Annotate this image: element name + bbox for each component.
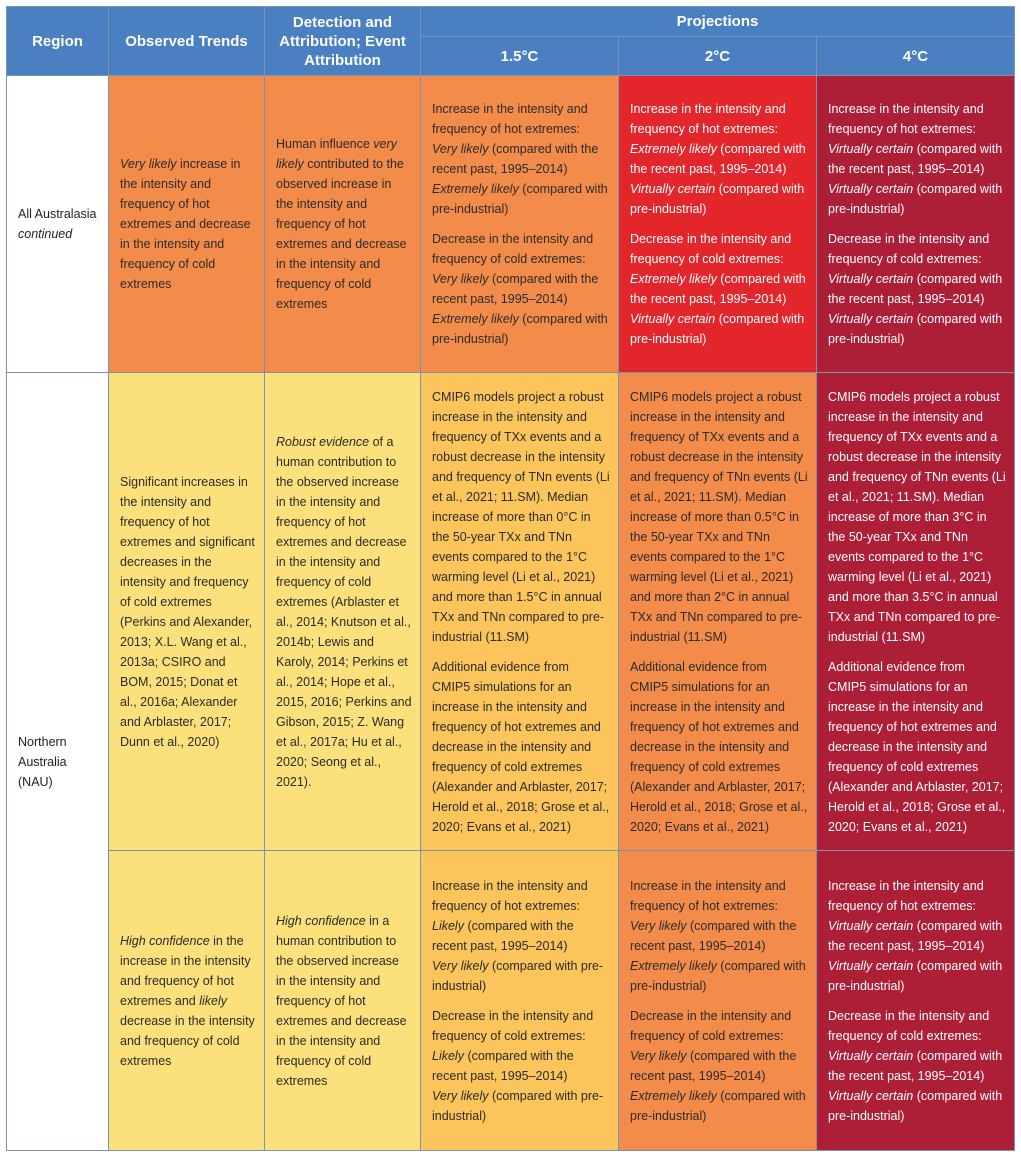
- confidence-term: Robust evidence: [276, 434, 370, 449]
- projection-4c-australasia: [817, 76, 1015, 373]
- detection-text: Human influence: [276, 137, 374, 151]
- hot-extremes-intro: Increase in the intensity and frequency of hot extremes:: [432, 102, 588, 136]
- cold-extremes-intro: Decrease in the intensity and frequency of cold extremes:: [630, 232, 792, 266]
- confidence-term: Virtually certain: [828, 272, 914, 286]
- comparison-text: (compared with pre-industrial): [432, 958, 604, 993]
- detection-nau-2: [265, 851, 421, 1151]
- projection-4c-nau-2: [817, 851, 1015, 1151]
- confidence-term: Virtually certain: [828, 142, 914, 156]
- confidence-term: Very likely: [432, 958, 489, 973]
- hot-extremes-intro: Increase in the intensity and frequency of hot extremes:: [432, 878, 588, 913]
- hot-extremes-intro: Increase in the intensity and frequency of hot extremes:: [630, 878, 786, 913]
- confidence-term: Virtually certain: [828, 312, 914, 326]
- cmip5-text: Additional evidence from CMIP5 simulations for an increase in the intensity and frequency of hot extremes and decrease in the intensity and frequency of cold extremes (Alexander and Arblaster, 2017; Herold et al., 2018; Grose et al., 2020; Evans et al., 2021): [630, 659, 808, 834]
- confidence-term: High confidence: [276, 913, 366, 928]
- region-northern-australia: [7, 373, 109, 1151]
- confidence-term: Extremely likely: [630, 1088, 717, 1103]
- confidence-term: Likely: [432, 918, 464, 933]
- comparison-text: (compared with pre-industrial): [432, 1088, 604, 1123]
- detection-australasia: [265, 76, 421, 373]
- confidence-term: High confidence: [120, 933, 210, 948]
- comparison-text: (compared with pre-industrial): [630, 958, 806, 993]
- comparison-text: (compared with pre-industrial): [432, 312, 608, 346]
- comparison-text: (compared with pre-industrial): [828, 958, 1003, 993]
- comparison-text: (compared with the recent past, 1995–2014): [828, 918, 1003, 953]
- projection-1-5c-nau-1: [421, 373, 619, 851]
- confidence-term: Likely: [432, 1048, 464, 1063]
- comparison-text: (compared with the recent past, 1995–2014): [630, 272, 806, 306]
- cold-extremes-intro: Decrease in the intensity and frequency of cold extremes:: [828, 232, 990, 266]
- confidence-term: Extremely likely: [630, 958, 717, 973]
- comparison-text: (compared with pre-industrial): [630, 1088, 806, 1123]
- region-name: Northern Australia (NAU): [18, 734, 67, 789]
- observed-text: Significant increases in the intensity and frequency of hot extremes and significant decreases in the intensity and frequency of cold extremes (Perkins and Alexander, 2013; X.L. Wang et al., 2013a; CSIRO and BOM, 2015; Donat et al., 2016a; Alexander and Arblaster, 2017; Dunn et al., 2020): [120, 474, 255, 749]
- cmip5-text: Additional evidence from CMIP5 simulations for an increase in the intensity and frequency of hot extremes and decrease in the intensity and frequency of cold extremes (Alexander and Arblaster, 2017; Herold et al., 2018; Grose et al., 2020; Evans et al., 2021): [432, 659, 610, 834]
- cmip6-text: CMIP6 models project a robust increase in the intensity and frequency of TXx events and a robust decrease in the intensity and frequency of TNn events (Li et al., 2021; 11.SM). Median increase of more than 3°C in the 50-year TXx and TNn events compared to the 1°C warming level (Li et al., 2021) and more than 3.5°C in annual TXx and TNn compared to pre-industrial (11.SM): [828, 389, 1006, 644]
- confidence-term: very likely: [276, 137, 397, 171]
- confidence-term: Virtually certain: [828, 1088, 914, 1103]
- hot-extremes-intro: Increase in the intensity and frequency of hot extremes:: [630, 102, 786, 136]
- comparison-text: (compared with pre-industrial): [630, 182, 805, 216]
- header-observed-trends: Observed Trends: [109, 7, 265, 76]
- climate-assessment-table: [6, 6, 1015, 1151]
- confidence-term: Very likely: [432, 142, 489, 156]
- projection-2c-australasia: [619, 76, 817, 373]
- cold-extremes-intro: Decrease in the intensity and frequency of cold extremes:: [630, 1008, 792, 1043]
- confidence-term: Virtually certain: [630, 312, 716, 326]
- comparison-text: (compared with the recent past, 1995–2014): [630, 1048, 797, 1083]
- comparison-text: (compared with the recent past, 1995–2014): [432, 142, 599, 176]
- header-4c: 4°C: [817, 37, 1015, 76]
- confidence-term: Extremely likely: [630, 272, 717, 286]
- detection-text: contributed to the observed increase in the intensity and frequency of hot extremes and decrease in the intensity and frequency of cold extremes: [276, 157, 407, 311]
- confidence-term: Extremely likely: [432, 312, 519, 326]
- observed-trends-nau-2: [109, 851, 265, 1151]
- confidence-term: Very likely: [630, 918, 687, 933]
- hot-extremes-intro: Increase in the intensity and frequency of hot extremes:: [828, 102, 984, 136]
- comparison-text: (compared with the recent past, 1995–2014): [828, 142, 1003, 176]
- confidence-term: Virtually certain: [828, 182, 914, 196]
- detection-text: in a human contribution to the observed increase in the intensity and frequency of hot extremes and decrease in the intensity and frequency of cold extremes: [276, 913, 407, 1088]
- comparison-text: (compared with pre-industrial): [828, 1088, 1003, 1123]
- projection-2c-nau-1: [619, 373, 817, 851]
- confidence-term: Very likely: [432, 272, 489, 286]
- confidence-term: likely: [199, 993, 228, 1008]
- comparison-text: (compared with the recent past, 1995–2014): [432, 272, 599, 306]
- observed-text: increase in the intensity and frequency of hot extremes and decrease in the intensity and frequency of cold extremes: [120, 157, 251, 291]
- confidence-term: Extremely likely: [432, 182, 519, 196]
- confidence-term: Very likely: [432, 1088, 489, 1103]
- detection-nau-1: [265, 373, 421, 851]
- comparison-text: (compared with the recent past, 1995–2014): [828, 272, 1003, 306]
- header-projections: Projections: [421, 7, 1015, 37]
- hot-extremes-intro: Increase in the intensity and frequency of hot extremes:: [828, 878, 984, 913]
- region-continued: continued: [18, 227, 73, 241]
- cmip6-text: CMIP6 models project a robust increase in the intensity and frequency of TXx events and a robust decrease in the intensity and frequency of TNn events (Li et al., 2021; 11.SM). Median increase of more than 0°C in the 50-year TXx and TNn events compared to the 1°C warming level (Li et al., 2021) and more than 1.5°C in annual TXx and TNn compared to pre-industrial (11.SM): [432, 389, 610, 644]
- comparison-text: (compared with pre-industrial): [828, 312, 1003, 346]
- comparison-text: (compared with the recent past, 1995–2014): [828, 1048, 1003, 1083]
- cmip5-text: Additional evidence from CMIP5 simulations for an increase in the intensity and frequency of hot extremes and decrease in the intensity and frequency of cold extremes (Alexander and Arblaster, 2017; Herold et al., 2018; Grose et al., 2020; Evans et al., 2021): [828, 659, 1006, 834]
- cold-extremes-intro: Decrease in the intensity and frequency of cold extremes:: [432, 232, 594, 266]
- comparison-text: (compared with pre-industrial): [630, 312, 805, 346]
- header-detection-attribution: Detection and Attribution; Event Attribution: [265, 7, 421, 76]
- header-region: Region: [7, 7, 109, 76]
- confidence-term: Very likely: [120, 157, 177, 171]
- projection-1-5c-nau-2: [421, 851, 619, 1151]
- observed-trends-australasia: [109, 76, 265, 373]
- projection-2c-nau-2: [619, 851, 817, 1151]
- comparison-text: (compared with the recent past, 1995–2014): [630, 142, 806, 176]
- region-name: All Australasia: [18, 207, 97, 221]
- confidence-term: Virtually certain: [828, 918, 914, 933]
- detection-text: of a human contribution to the observed increase in the intensity and frequency of hot extremes and decrease in the intensity and frequency of cold extremes (Arblaster et al., 2014; Knutson et al., 2014b; Lewis and Karoly, 2014; Perkins et al., 2014; Hope et al., 2015, 2016; Perkins and Gibson, 2015; Z. Wang et al., 2017a; Hu et al., 2020; Seong et al., 2021).: [276, 434, 412, 789]
- comparison-text: (compared with pre-industrial): [432, 182, 608, 216]
- header-1-5c: 1.5°C: [421, 37, 619, 76]
- confidence-term: Virtually certain: [828, 958, 914, 973]
- cold-extremes-intro: Decrease in the intensity and frequency of cold extremes:: [432, 1008, 594, 1043]
- confidence-term: Virtually certain: [630, 182, 716, 196]
- cmip6-text: CMIP6 models project a robust increase in the intensity and frequency of TXx events and a robust decrease in the intensity and frequency of TNn events (Li et al., 2021; 11.SM). Median increase of more than 0.5°C in the 50-year TXx and TNn events compared to the 1°C warming level (Li et al., 2021) and more than 2°C in annual TXx and TNn compared to pre-industrial (11.SM): [630, 389, 808, 644]
- projection-4c-nau-1: [817, 373, 1015, 851]
- comparison-text: (compared with the recent past, 1995–2014): [630, 918, 797, 953]
- observed-text: in the increase in the intensity and frequency of hot extremes and: [120, 933, 251, 1008]
- region-all-australasia: [7, 76, 109, 373]
- observed-text: decrease in the intensity and frequency of cold extremes: [120, 1013, 255, 1068]
- comparison-text: (compared with the recent past, 1995–2014): [432, 1048, 574, 1083]
- comparison-text: (compared with the recent past, 1995–2014): [432, 918, 574, 953]
- confidence-term: Virtually certain: [828, 1048, 914, 1063]
- cold-extremes-intro: Decrease in the intensity and frequency of cold extremes:: [828, 1008, 990, 1043]
- observed-trends-nau-1: [109, 373, 265, 851]
- comparison-text: (compared with pre-industrial): [828, 182, 1003, 216]
- confidence-term: Very likely: [630, 1048, 687, 1063]
- header-2c: 2°C: [619, 37, 817, 76]
- projection-1-5c-australasia: [421, 76, 619, 373]
- confidence-term: Extremely likely: [630, 142, 717, 156]
